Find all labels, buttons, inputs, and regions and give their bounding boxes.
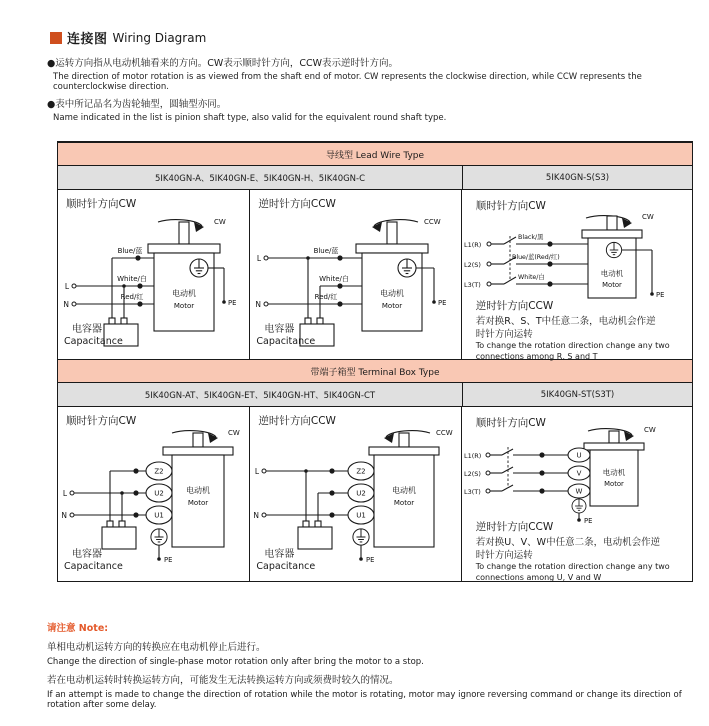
ccw-label: CCW xyxy=(424,218,442,226)
note-zh2: 时针方向运转 xyxy=(475,550,533,561)
u-label: U xyxy=(576,451,582,460)
bullet2-en: Name indicated in the list is pinion shaft type, also valid for the equivalent round shaft type. xyxy=(53,113,447,123)
motor-label-en: Motor xyxy=(603,480,624,488)
note-line2-en: If an attempt is made to change the direction of rotation while the motor is rotating, motor may ignore reversing command or change its direction of rotation after some delay. xyxy=(47,690,682,710)
note-en1: To change the rotation direction change any two xyxy=(475,562,670,571)
motor-body xyxy=(148,222,220,331)
capacitor-zh: 电容器 xyxy=(264,324,295,335)
pe-wire xyxy=(157,545,161,561)
motor-label-en: Motor xyxy=(382,302,403,310)
leadwire-section-header: 导线型 Lead Wire Type xyxy=(58,143,692,166)
wires xyxy=(262,468,348,521)
ground-icon xyxy=(151,529,167,545)
note-en2: connections among R, S and T xyxy=(475,351,598,361)
pe-label: PE xyxy=(583,517,593,525)
page-title-zh: 连接图 xyxy=(67,32,108,47)
cw-label: CW xyxy=(641,213,654,221)
white-wire-label: White/白 xyxy=(319,275,350,283)
blue-wire-label: Blue/蓝 xyxy=(313,247,339,255)
red-wire-label: Red/红 xyxy=(120,293,144,301)
s3t-reverse-note xyxy=(476,519,686,583)
motor-body xyxy=(356,222,428,331)
capacitor-en: Capacitance xyxy=(64,336,123,347)
note-line1-en: Change the direction of single-phase motor rotation only after bring the motor to a stop. xyxy=(47,657,424,667)
motor-label-zh: 电动机 xyxy=(380,289,405,298)
ground-icon xyxy=(190,259,208,277)
bullet1-en: The direction of motor rotation is as viewed from the shaft end of motor. CW represents the clockwise direction, while CCW represents the counterclockwise direction. xyxy=(53,72,642,92)
l1-terminal-label: L1(R) xyxy=(463,241,482,249)
black-wire-label: Black/黑 xyxy=(517,234,544,241)
note-line2-zh: 若在电动机运转时转换运转方向，可能发生无法转换运转方向或须费时较久的情况。 xyxy=(47,675,399,686)
motor-label-zh: 电动机 xyxy=(602,468,625,477)
leadwire-cw-cell xyxy=(58,190,250,359)
motor-label-zh: 电动机 xyxy=(172,289,196,298)
white-wire-label: White/白 xyxy=(117,275,147,283)
ground-icon xyxy=(353,529,369,545)
ccw-title: 逆时针方向CCW xyxy=(258,415,336,427)
cw-label: CW xyxy=(228,429,240,437)
u2-label: U2 xyxy=(356,489,367,498)
capacitor-zh: 电容器 xyxy=(72,549,102,560)
l2-terminal-label: L2(S) xyxy=(463,470,481,478)
section-header xyxy=(50,28,206,47)
capacitor-caption xyxy=(64,320,123,347)
pe-label: PE xyxy=(228,299,237,307)
u1-label: U1 xyxy=(356,511,367,520)
note-zh1: 若对换U、V、W中任意二条，电动机会作逆 xyxy=(475,537,661,548)
l1-terminal-label: L1(R) xyxy=(463,452,482,460)
motor-label-en: Motor xyxy=(187,499,209,507)
l-terminal-label: L xyxy=(257,254,262,263)
cw-label: CW xyxy=(643,426,656,434)
capacitor-zh: 电容器 xyxy=(72,324,102,335)
wires xyxy=(70,468,146,521)
ccw-title: 逆时针方向CCW xyxy=(258,198,336,210)
cw-title: 顺时针方向CW xyxy=(475,200,546,212)
ground-icon xyxy=(606,242,621,257)
terminalbox-s3t-cell xyxy=(462,407,692,581)
capacitor-zh: 电容器 xyxy=(264,549,295,560)
terminalbox-models-right: 5IK40GN-ST(S3T) xyxy=(540,389,615,400)
pe-label: PE xyxy=(655,291,665,299)
s3-reverse-note xyxy=(476,298,686,362)
motor-label-zh: 电动机 xyxy=(392,486,417,495)
leadwire-models-row xyxy=(58,166,692,190)
wiring-table xyxy=(57,141,693,582)
note-zh1: 若对换R、S、T中任意二条，电动机会作逆 xyxy=(475,316,656,327)
z2-label: Z2 xyxy=(356,467,367,476)
terminalbox-cw-cell xyxy=(58,407,250,581)
w-label: W xyxy=(575,487,583,496)
cw-title: 顺时针方向CW xyxy=(66,198,137,210)
ccw-title: 逆时针方向CCW xyxy=(475,300,554,312)
cw-title: 顺时针方向CW xyxy=(475,417,546,429)
n-terminal-label: N xyxy=(63,300,69,309)
wires xyxy=(486,447,568,494)
l3-terminal-label: L3(T) xyxy=(463,488,481,496)
ccw-label: CCW xyxy=(436,429,454,437)
blue-wire-label: Blue/蓝 xyxy=(117,247,143,255)
ccw-title: 逆时针方向CCW xyxy=(475,521,554,533)
v-label: V xyxy=(576,469,582,478)
ground-icon xyxy=(398,259,416,277)
note-en1: To change the rotation direction change any two xyxy=(475,341,670,350)
capacitor-caption xyxy=(256,320,315,347)
note-zh2: 时针方向运转 xyxy=(475,329,533,340)
pe-label: PE xyxy=(366,556,375,564)
cw-title: 顺时针方向CW xyxy=(66,415,137,427)
motor-label-zh: 电动机 xyxy=(600,269,623,278)
n-terminal-label: N xyxy=(61,511,67,520)
caution-note xyxy=(47,620,697,710)
l2-terminal-label: L2(S) xyxy=(463,261,481,269)
page-title-en: Wiring Diagram xyxy=(112,30,207,45)
z2-label: Z2 xyxy=(154,467,164,476)
motor-label-en: Motor xyxy=(394,499,415,507)
capacitor-en: Capacitance xyxy=(64,561,123,572)
l-terminal-label: L xyxy=(64,282,69,291)
u2-label: U2 xyxy=(154,489,164,498)
l-terminal-label: L xyxy=(255,467,260,476)
leadwire-diagrams-row xyxy=(58,190,692,360)
white-wire-label: White/白 xyxy=(517,274,545,281)
wires xyxy=(72,255,154,318)
pe-label: PE xyxy=(438,299,447,307)
terminalbox-models-row xyxy=(58,383,692,407)
capacitor-caption xyxy=(64,545,123,572)
blue-red-wire-label: Blue/蓝(Red/红) xyxy=(511,254,560,261)
capacitor-caption xyxy=(256,545,315,572)
leadwire-models-right: 5IK40GN-S(S3) xyxy=(545,172,610,183)
terminalbox-models-left: 5IK40GN-AT、5IK40GN-ET、5IK40GN-HT、5IK40GN-CT xyxy=(58,383,463,406)
motor-label-zh: 电动机 xyxy=(186,486,210,495)
l-terminal-label: L xyxy=(62,489,67,498)
intro-notes xyxy=(47,51,687,123)
terminalbox-ccw-cell xyxy=(250,407,461,581)
terminalbox-section-header: 带端子箱型 Terminal Box Type xyxy=(58,360,692,383)
leadwire-s3-diagram xyxy=(462,206,693,306)
note-heading: 请注意 Note: xyxy=(47,623,109,634)
wires xyxy=(264,255,362,318)
n-terminal-label: N xyxy=(253,511,260,520)
leadwire-models-left: 5IK40GN-A、5IK40GN-E、5IK40GN-H、5IK40GN-C xyxy=(58,166,463,189)
leadwire-ccw-cell xyxy=(250,190,461,359)
orange-square-icon xyxy=(50,32,62,44)
note-en2: connections among U, V and W xyxy=(475,572,602,582)
motor-label-en: Motor xyxy=(173,302,195,310)
n-terminal-label: N xyxy=(255,300,262,309)
cw-label: CW xyxy=(214,218,226,226)
red-wire-label: Red/红 xyxy=(315,293,338,301)
terminalbox-s3t-diagram xyxy=(462,421,693,525)
ground-icon xyxy=(572,499,586,513)
leadwire-s3-cell xyxy=(462,190,692,359)
terminalbox-diagrams-row xyxy=(58,407,692,581)
u1-label: U1 xyxy=(154,511,164,520)
pe-wire xyxy=(360,545,364,561)
l3-terminal-label: L3(T) xyxy=(463,281,481,289)
capacitor-en: Capacitance xyxy=(256,336,316,347)
pe-label: PE xyxy=(164,556,173,564)
note-line1-zh: 单相电动机运转方向的转换应在电动机停止后进行。 xyxy=(47,642,266,653)
bullet2-zh: ●表中所记品名为齿轮轴型，圆轴型亦同。 xyxy=(47,99,227,110)
motor-label-en: Motor xyxy=(601,281,622,289)
capacitor-en: Capacitance xyxy=(256,561,316,572)
bullet1-zh: ●运转方向指从电动机轴看来的方向。CW表示顺时针方向，CCW表示逆时针方向。 xyxy=(47,58,398,69)
